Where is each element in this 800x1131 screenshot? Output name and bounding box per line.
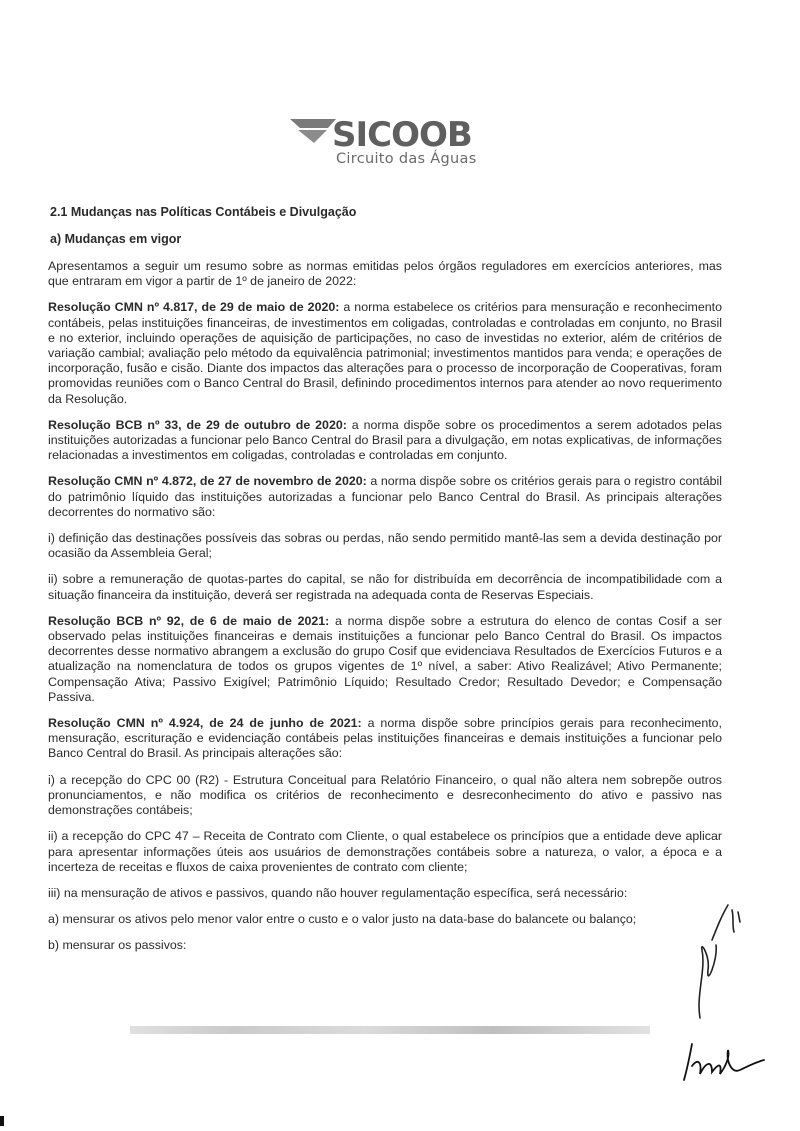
logo-name: SICOOB — [332, 115, 472, 155]
list-item: iii) na mensuração de ativos e passivos, quando não houver regulamentação específica, será necessário: — [48, 885, 628, 900]
paragraph-bcb-33: Resolução BCB nº 33, de 29 de outubro de 2020: a norma dispõe sobre os procedimentos a serem adotados pelas instituições autorizadas a funcionar pelo Banco Central do Brasil para a divulgação, em notas explicativas, de informações relacionadas a investimentos em coligadas, controladas e controladas em conjunto. — [48, 417, 723, 463]
list-item: i) a recepção do CPC 00 (R2) - Estrutura Conceitual para Relatório Financeiro, o qual não altera nem sobrepõe outros pronunciamentos, e não modifica os critérios de reconhecimento e desreconhecimento do ativo e passivo nas demonstrações contábeis; — [48, 772, 722, 818]
scan-edge-mark — [0, 1116, 4, 1126]
list-item: ii) a recepção do CPC 47 – Receita de Contrato com Cliente, o qual estabelece os princípios que a entidade deve aplicar para apresentar informações úteis aos usuários de demonstrações contábeis sobre a natureza, o valor, a época e a incerteza de receitas e fluxos de caixa provenientes de contrato com cliente; — [48, 829, 722, 874]
list-item: i) definição das destinações possíveis das sobras ou perdas, não sendo permitido mantê-las sem a devida destinação por ocasião da Assembleia Geral; — [48, 531, 722, 561]
paragraph-lead: Resolução CMN nº 4.872, de 27 de novembro de 2020: — [48, 474, 367, 489]
scan-artifact-line — [130, 1026, 650, 1034]
paragraph-lead: Resolução BCB nº 33, de 29 de outubro de 2020: — [48, 417, 347, 432]
handwritten-signature — [678, 1036, 768, 1086]
sicoob-arrow-icon — [290, 117, 338, 143]
paragraph-lead: Resolução BCB nº 92, de 6 de maio de 2021: — [48, 613, 330, 628]
paragraph-cmn-4872: Resolução CMN nº 4.872, de 27 de novembro de 2020: a norma dispõe sobre os critérios gerais para o registro contábil do patrimônio líquido das instituições autorizadas a funcionar pelo Banco Central do Brasil. As principais alterações decorrentes do normativo são: — [48, 474, 723, 519]
paragraph-cmn-4817: Resolução CMN nº 4.817, de 29 de maio de 2020: a norma estabelece os critérios para mensuração e reconhecimento contábeis, pelas instituições financeiras, de investimentos em coligadas, controladas e controladas em conjunto, no Brasil e no exterior, incluindo operações de aquisição de participações, no caso de investidas no exterior, além de critérios de variação cambial; avaliação pelo método da equivalência patrimonial; investimentos mantidos para venda; e operações de incorporação, fusão e cisão. Diante dos impactos das alterações para o processo de incorporação de Cooperativas, foram promovidas reuniões com o Banco Central do Brasil, definindo procedimentos internos para atender ao novo requerimento da Resolução. — [48, 300, 722, 406]
paragraph-cmn-4924: Resolução CMN nº 4.924, de 24 de junho de 2021: a norma dispõe sobre princípios gerais para reconhecimento, mensuração, escrituração e evidenciação contábeis pelas instituições financeiras e demais instituições a funcionar pelo Banco Central do Brasil. As principais alterações são: — [48, 716, 722, 761]
paragraph-lead: Resolução CMN nº 4.817, de 29 de maio de 2020: — [48, 300, 340, 315]
list-item: ii) sobre a remuneração de quotas-partes do capital, se não for distribuída em decorrência de incompatibilidade com a situação financeira da instituição, deverá ser registrada na adequada conta de Reservas Especiais. — [48, 572, 722, 602]
paragraph-intro: Apresentamos a seguir um resumo sobre as normas emitidas pelos órgãos reguladores em exercícios anteriores, mas que entraram em vigor a partir de 1º de janeiro de 2022: — [48, 259, 722, 289]
list-item: a) mensurar os ativos pelo menor valor entre o custo e o valor justo na data-base do balancete ou balanço; — [48, 912, 637, 927]
logo-subtitle: Circuito das Águas — [336, 151, 477, 167]
sicoob-logo — [290, 115, 490, 175]
paragraph-bcb-92: Resolução BCB nº 92, de 6 de maio de 2021: a norma dispõe sobre a estrutura do elenco de contas Cosif a ser observado pelas instituições financeiras e demais instituições a funcionar pelo Banco Central do Brasil. Os impactos decorrentes desse normativo abrangem a exclusão do grupo Cosif que evidenciava Resultados de Exercícios Futuros e a atualização na nomenclatura de todos os grupos vigentes de 1º nível, a saber: Ativo Realizável; Ativo Permanente; Compensação Ativa; Passivo Exigível; Patrimônio Líquido; Resultado Credor; Resultado Devedor; e Compensação Passiva. — [48, 613, 722, 704]
handwritten-initials — [688, 900, 748, 1030]
document-body — [48, 205, 722, 965]
list-item: b) mensurar os passivos: — [48, 938, 187, 953]
paragraph-lead: Resolução CMN nº 4.924, de 24 de junho de 2021: — [48, 716, 362, 731]
subsection-title: a) Mudanças em vigor — [50, 232, 182, 246]
section-title: 2.1 Mudanças nas Políticas Contábeis e Divulgação — [50, 205, 357, 219]
